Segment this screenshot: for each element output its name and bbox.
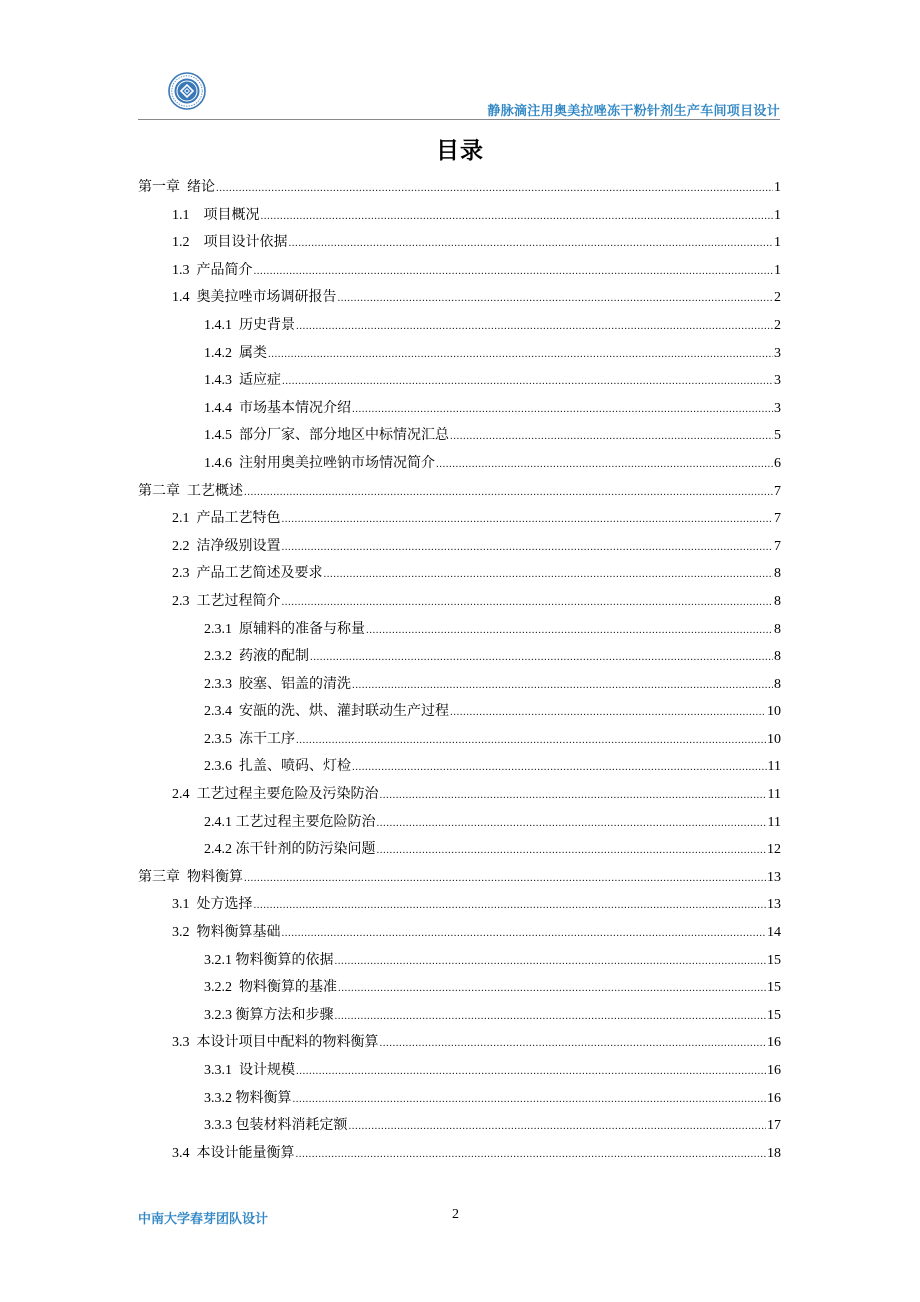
toc-entry-page: 1 <box>774 180 781 195</box>
toc-entry-page: 8 <box>774 621 781 637</box>
header-divider <box>138 119 780 120</box>
toc-entry[interactable] <box>138 312 781 340</box>
toc-entry[interactable] <box>138 505 781 533</box>
toc-entry[interactable] <box>138 229 781 257</box>
toc-entry-title: 3.1 处方选择 <box>172 897 253 913</box>
toc-entry-title: 第三章 物料衡算 <box>138 869 243 885</box>
toc-dot-leader <box>338 975 766 1003</box>
toc-entry[interactable] <box>138 643 781 671</box>
toc-entry-page: 15 <box>767 1007 781 1023</box>
toc-entry-page: 7 <box>774 538 781 554</box>
toc-entry-title: 2.4.1 工艺过程主要危险防治 <box>204 814 376 830</box>
toc-entry[interactable] <box>138 1057 781 1085</box>
toc-entry-title: 3.4 本设计能量衡算 <box>172 1145 295 1161</box>
toc-entry[interactable] <box>138 947 781 975</box>
toc-dot-leader <box>335 1003 767 1031</box>
toc-dot-leader <box>324 561 774 589</box>
toc-entry[interactable] <box>138 284 781 312</box>
toc-dot-leader <box>261 203 774 231</box>
toc-entry-page: 6 <box>774 455 781 471</box>
toc-entry-page: 18 <box>767 1145 781 1161</box>
toc-entry[interactable] <box>138 1029 781 1057</box>
toc-entry-title: 1.4.1 历史背景 <box>204 317 295 333</box>
toc-entry-title: 1.4.4 市场基本情况介绍 <box>204 400 351 416</box>
toc-entry[interactable] <box>138 974 781 1002</box>
toc-entry-title: 2.3.3 胶塞、铝盖的清洗 <box>204 676 351 692</box>
toc-entry[interactable] <box>138 395 781 423</box>
toc-dot-leader <box>377 837 767 865</box>
document-header-title: 静脉滴注用奥美拉唑冻干粉针剂生产车间项目设计 <box>487 104 780 119</box>
toc-dot-leader <box>338 285 774 313</box>
toc-entry-page: 10 <box>767 731 781 747</box>
toc-dot-leader <box>293 1086 767 1114</box>
toc-entry[interactable] <box>138 422 781 450</box>
toc-entry-page: 11 <box>767 759 781 775</box>
toc-entry-title: 2.4.2 冻干针剂的防污染问题 <box>204 842 376 858</box>
toc-entry-page: 16 <box>767 1090 781 1106</box>
toc-entry-title: 2.1 产品工艺特色 <box>172 511 281 527</box>
toc-entry[interactable] <box>138 340 781 368</box>
toc-entry[interactable] <box>138 1140 781 1168</box>
toc-entry-title: 第二章 工艺概述 <box>138 483 243 499</box>
toc-entry[interactable] <box>138 588 781 616</box>
toc-entry-title: 1.4.3 适应症 <box>204 373 281 389</box>
toc-entry-page: 16 <box>767 1035 781 1051</box>
toc-dot-leader <box>366 617 773 645</box>
toc-entry-page: 8 <box>774 593 781 609</box>
toc-dot-leader <box>282 368 773 396</box>
toc-entry-title: 2.3 工艺过程简介 <box>172 593 281 609</box>
toc-dot-leader <box>450 699 766 727</box>
toc-entry-page: 13 <box>767 897 781 913</box>
toc-dot-leader <box>380 782 767 810</box>
toc-entry-title: 3.3.1 设计规模 <box>204 1063 295 1078</box>
toc-title: 目录 <box>436 138 484 164</box>
toc-entry[interactable] <box>138 478 781 506</box>
toc-entry[interactable] <box>138 698 781 726</box>
toc-entry-page: 5 <box>774 428 781 444</box>
table-of-contents <box>138 174 781 1167</box>
toc-entry-page: 7 <box>774 483 781 499</box>
toc-entry[interactable] <box>138 809 781 837</box>
toc-dot-leader <box>380 1030 767 1058</box>
toc-entry-page: 3 <box>774 373 781 389</box>
toc-entry[interactable] <box>138 560 781 588</box>
toc-entry-page: 13 <box>767 869 781 885</box>
toc-entry[interactable] <box>138 174 781 202</box>
toc-dot-leader <box>254 258 774 286</box>
toc-entry[interactable] <box>138 616 781 644</box>
toc-dot-leader <box>352 754 767 782</box>
toc-dot-leader <box>436 451 773 479</box>
toc-entry[interactable] <box>138 1112 781 1140</box>
toc-entry-title: 3.3 本设计项目中配料的物料衡算 <box>172 1035 379 1051</box>
toc-entry-title: 2.3.6 扎盖、喷码、灯检 <box>204 759 351 775</box>
toc-entry-page: 15 <box>767 952 781 968</box>
toc-dot-leader <box>296 1141 767 1169</box>
toc-entry-page: 15 <box>767 980 781 996</box>
toc-entry-page: 1 <box>774 235 781 251</box>
toc-entry[interactable] <box>138 836 781 864</box>
toc-entry-page: 1 <box>774 262 781 278</box>
footer-page-number: 2 <box>452 1207 459 1222</box>
toc-entry-page: 8 <box>774 649 781 665</box>
toc-entry-title: 第一章 绪论 <box>138 180 215 195</box>
toc-entry-title: 1.4.6 注射用奥美拉唑钠市场情况简介 <box>204 455 435 471</box>
toc-dot-leader <box>282 534 774 562</box>
toc-entry-page: 11 <box>767 814 781 830</box>
toc-entry-page: 16 <box>767 1063 781 1078</box>
toc-entry-title: 2.3.5 冻干工序 <box>204 731 295 747</box>
toc-entry-title: 3.2.3 衡算方法和步骤 <box>204 1007 334 1023</box>
toc-dot-leader <box>296 1058 766 1086</box>
toc-entry-title: 1.3 产品简介 <box>172 262 253 278</box>
toc-dot-leader <box>254 892 767 920</box>
toc-entry[interactable] <box>138 753 781 781</box>
toc-entry[interactable] <box>138 726 781 754</box>
toc-entry-title: 3.3.3 包装材料消耗定额 <box>204 1118 348 1134</box>
toc-entry[interactable] <box>138 1085 781 1113</box>
toc-entry-title: 1.1 项目概况 <box>172 207 260 223</box>
toc-dot-leader <box>296 313 773 341</box>
toc-entry-title: 1.4 奥美拉唑市场调研报告 <box>172 290 337 306</box>
toc-entry-page: 8 <box>774 676 781 692</box>
footer-team-name: 中南大学春芽团队设计 <box>138 1212 269 1227</box>
toc-entry[interactable] <box>138 450 781 478</box>
toc-entry[interactable] <box>138 671 781 699</box>
toc-dot-leader <box>450 423 773 451</box>
toc-entry[interactable] <box>138 1002 781 1030</box>
toc-entry-page: 2 <box>774 290 781 306</box>
toc-entry-title: 1.2 项目设计依据 <box>172 235 288 251</box>
toc-entry[interactable] <box>138 781 781 809</box>
toc-dot-leader <box>244 479 773 507</box>
toc-entry-page: 7 <box>774 511 781 527</box>
toc-entry-title: 2.3.1 原辅料的准备与称量 <box>204 621 365 637</box>
toc-dot-leader <box>244 865 766 893</box>
toc-dot-leader <box>296 727 766 755</box>
toc-entry-title: 2.3.2 药液的配制 <box>204 649 309 665</box>
toc-dot-leader <box>352 396 773 424</box>
toc-entry[interactable] <box>138 891 781 919</box>
toc-entry[interactable] <box>138 533 781 561</box>
toc-entry-page: 3 <box>774 345 781 361</box>
toc-entry-title: 2.3.4 安瓿的洗、烘、灌封联动生产过程 <box>204 704 449 720</box>
toc-dot-leader <box>282 589 774 617</box>
toc-entry-title: 3.2.1 物料衡算的依据 <box>204 952 334 968</box>
toc-entry-page: 1 <box>774 207 781 223</box>
toc-dot-leader <box>268 341 773 369</box>
toc-entry-page: 8 <box>774 566 781 582</box>
toc-entry[interactable] <box>138 919 781 947</box>
toc-dot-leader <box>310 644 773 672</box>
toc-entry[interactable] <box>138 202 781 230</box>
toc-entry-page: 14 <box>767 925 781 941</box>
toc-entry[interactable] <box>138 864 781 892</box>
toc-dot-leader <box>282 920 767 948</box>
toc-dot-leader <box>282 506 774 534</box>
toc-entry-title: 3.3.2 物料衡算 <box>204 1090 292 1106</box>
toc-dot-leader <box>352 672 773 700</box>
toc-dot-leader <box>216 175 773 203</box>
toc-dot-leader <box>289 230 774 258</box>
toc-entry-page: 2 <box>774 317 781 333</box>
toc-entry-page: 3 <box>774 400 781 416</box>
toc-entry-page: 11 <box>767 787 781 803</box>
toc-dot-leader <box>335 948 767 976</box>
toc-entry-title: 2.4 工艺过程主要危险及污染防治 <box>172 787 379 803</box>
toc-dot-leader <box>349 1113 767 1141</box>
toc-entry-page: 12 <box>767 842 781 858</box>
toc-entry-title: 2.3 产品工艺简述及要求 <box>172 566 323 582</box>
toc-dot-leader <box>377 810 767 838</box>
toc-entry[interactable] <box>138 367 781 395</box>
toc-entry-title: 3.2.2 物料衡算的基准 <box>204 980 337 996</box>
toc-entry-title: 1.4.5 部分厂家、部分地区中标情况汇总 <box>204 428 449 444</box>
toc-entry-title: 2.2 洁净级别设置 <box>172 538 281 554</box>
university-seal-icon <box>168 72 206 110</box>
toc-entry[interactable] <box>138 257 781 285</box>
toc-entry-page: 10 <box>767 704 781 720</box>
toc-entry-title: 3.2 物料衡算基础 <box>172 925 281 941</box>
toc-entry-title: 1.4.2 属类 <box>204 345 267 361</box>
toc-entry-page: 17 <box>767 1118 781 1134</box>
